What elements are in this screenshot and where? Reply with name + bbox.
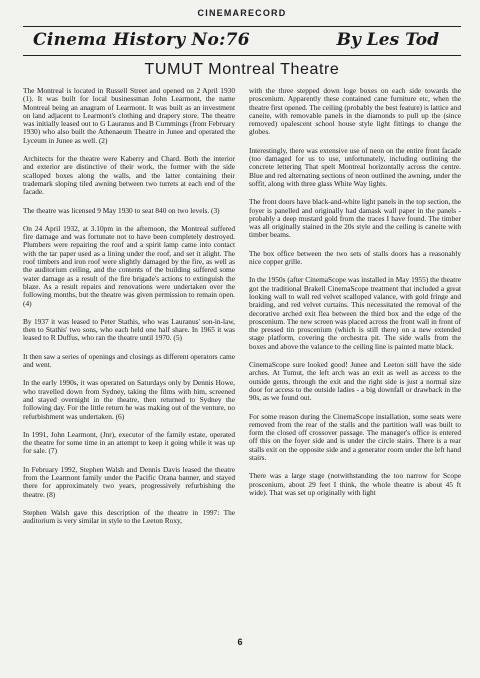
paragraph: It then saw a series of openings and closings as different operators came and went. xyxy=(23,351,235,370)
page-number: 6 xyxy=(237,637,243,647)
article-headline: TUMUT Montreal Theatre xyxy=(144,61,340,78)
paragraph: Architects for the theatre were Kaberry and Chard. Both the interior and exterior are distinctive of their work, the former with the side scalloped boxes along the walls, and the latter containing their trademark sloping tiled awning between two turrets at each end of the facade. xyxy=(23,154,235,197)
paragraph: For some reason during the CinemaScope installation, some seats were removed from the rear of the stalls and the partition wall was built to form the closed off crossover passage. The manager's office is entered off this on the foyer side and is under the circle stairs. There is a rear stalls exit on the opposite side and a generator room under the left hand stairs. xyxy=(249,411,461,462)
paragraph: The box office between the two sets of stalls doors has a reasonably nice copper grille. xyxy=(249,248,461,267)
paragraph: The theatre was licensed 9 May 1930 to seat 840 on two levels. (3) xyxy=(23,205,220,215)
paragraph: In the 1950s (after CinemaScope was installed in May 1955) the theatre got the traditional Brakell CinemaScope treatment that included a great looking wall to wall red velvet scalloped valance, with gold fringe and braiding, and red velvet curtains. This necessitated the removal of the decorative arched exit flea between the third box and the edge of the proscenium. The new screen was placed across the front wall in front of the pressed tin proscenium (which is still there) on a new extended stage platform, covering the orchestra pit. The side walls from the boxes and above the valance to the ceiling line is painted matte black. xyxy=(249,275,461,351)
title-bar xyxy=(23,26,461,56)
left-column xyxy=(23,87,235,535)
masthead: CINEMARECORD xyxy=(197,8,287,18)
paragraph: In the early 1990s, it was operated on Saturdays only by Dennis Howe, who travelled down from Sydney, taking the films with him, screened and stayed overnight in the theatre, then returned to Sydney the following day. For the little return he was making out of the venture, no refurbishment was undertaken. (6) xyxy=(23,378,235,421)
paragraph: In 1991, John Learmont, (Jnr), executor of the family estate, operated the theatre for some time in an attempt to keep it going while it was up for sale. (7) xyxy=(23,429,235,456)
paragraph: The front doors have black-and-white light panels in the top section, the foyer is panelled and originally had damask wall paper in the panels - probably a deep mustard gold from the traces I have found. The timber was all originally stained in the 20s style and the ceiling is caneite with timber beams. xyxy=(249,197,461,240)
paragraph: The Montreal is located in Russell Street and opened on 2 April 1930 (1). It was built for local businessman John Learmont, the name Montreal being an anagram of Learmont. It was built as an investment on land adjacent to Learmont's clothing and drapery store. The theatre was initially leased out to G Lauranus and B Cummings (from February 1930) who also built the Athenaeum Theatre in Junee and operated the Lyceum in Junee as well. (2) xyxy=(23,86,235,145)
byline: By Les Tod xyxy=(336,30,439,50)
right-column xyxy=(249,87,461,535)
paragraph: CinemaScope sure looked good! Junee and Leeton still have the side arches. At Tumut, the left arch was an exit as well as access to the outside gents, through the exit and the right side is just a normal size door for access to the outside ladies - a big downfall or drawback in the 90s, as we found out. xyxy=(249,360,461,403)
paragraph: Stephen Walsh gave this description of the theatre in 1997: The auditorium is very similar in style to the Leeton Roxy, xyxy=(23,507,235,526)
paragraph: There was a large stage (notwithstanding the too narrow for Scope proscenium, about 29 feet I think, the whole theatre is about 45 ft wide). That was set up originally with light xyxy=(249,471,461,497)
series-title: Cinema History No:76 xyxy=(33,30,250,50)
paragraph: In February 1992, Stephen Walsh and Dennis Davis leased the theatre from the Learmont family under the Pacific Orana banner, and stayed there for approximately two years, progressively refurbishing the theatre. (8) xyxy=(23,464,235,499)
paragraph: with the three stepped down loge boxes on each side towards the proscenium. Apparently these contained cane furniture etc, when the theatre first opened. The ceiling (probably the best feature) is lattice and caneite, with removable panels in the diamonds to pull up the (since removed) opalescent school house style light fittings to change the globes. xyxy=(249,86,461,137)
paragraph: On 24 April 1932, at 3.10pm in the afternoon, the Montreal suffered fire damage and was fortunate not to have been completely destroyed. Plumbers were repairing the roof and a spirit lamp came into contact with the tar paper used as a lining under the roof, and set it alight. The roof timbers and iron roof were slightly damaged by the fire, as well as the auditorium ceiling, and the contents of the building suffered some water damage as a result of the fire brigade's actions to extinguish the blaze. As a result repairs and renovations were undertaken over the following months, but the theatre was given permission to remain open. (4) xyxy=(23,223,235,308)
article-body xyxy=(23,87,461,535)
paragraph: Interestingly, there was extensive use of neon on the entire front facade (too damaged for us to use, unfortunately, including outlining the concrete lettering That spelt Montreal horizontally across the centre. Blue and red alternating sections of neon outlined the awning, under the soffit, along with three glass White Way lights. xyxy=(249,145,461,188)
paragraph: By 1937 it was leased to Peter Stathis, who was Lauranus' son-in-law, then to Stathis' two sons, who each held one half share. In 1965 it was leased to R Duffus, who ran the theatre until 1970. (5) xyxy=(23,316,235,343)
